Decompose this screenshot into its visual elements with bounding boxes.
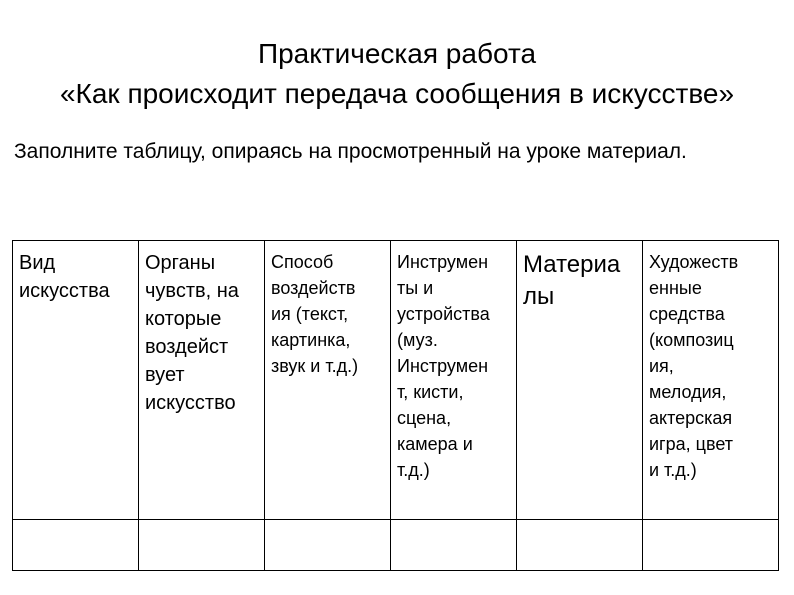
header-cell-art-type: Вид искусства xyxy=(13,241,139,520)
header-cell-artistic-means: Художеств енные средства (композиц ия, мелодия, актерская игра, цвет и т.д.) xyxy=(643,241,779,520)
table-header-row xyxy=(13,241,779,520)
empty-cell[interactable] xyxy=(643,520,779,571)
empty-cell[interactable] xyxy=(13,520,139,571)
header-cell-impact-method: Способ воздейств ия (текст, картинка, звук и т.д.) xyxy=(265,241,391,520)
table-row xyxy=(13,520,779,571)
header-cell-materials: Материа лы xyxy=(517,241,643,520)
header-cell-tools: Инструмен ты и устройства (муз. Инструмен т, кисти, сцена, камера и т.д.) xyxy=(391,241,517,520)
assignment-table xyxy=(12,240,779,571)
header-cell-senses: Органы чувств, на которые воздейст вует искусство xyxy=(139,241,265,520)
empty-cell[interactable] xyxy=(139,520,265,571)
empty-cell[interactable] xyxy=(517,520,643,571)
page-title-line-2: «Как происходит передача сообщения в искусстве» xyxy=(59,78,735,109)
empty-cell[interactable] xyxy=(391,520,517,571)
page-title-line-1: Практическая работа xyxy=(257,38,537,69)
empty-cell[interactable] xyxy=(265,520,391,571)
instruction-text: Заполните таблицу, опираясь на просмотренный на уроке материал. xyxy=(14,140,687,163)
